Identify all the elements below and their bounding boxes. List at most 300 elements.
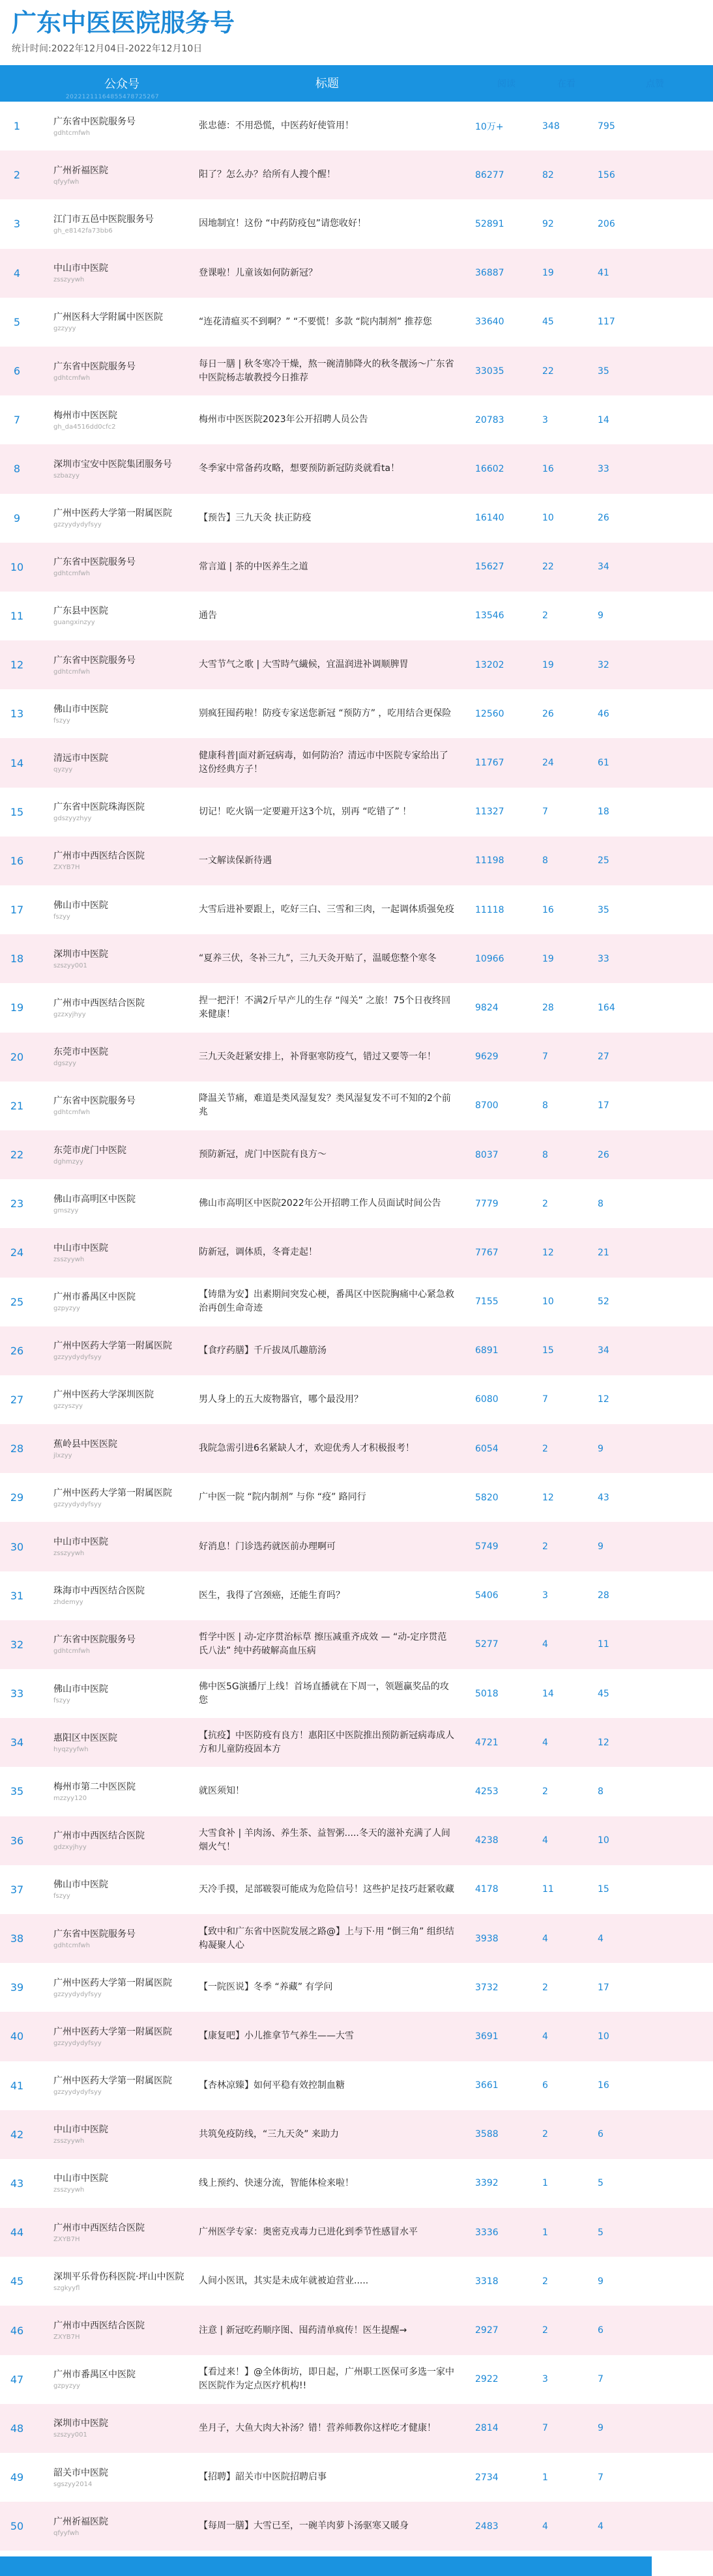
account-cell[interactable] xyxy=(34,2502,191,2551)
rank-cell: 25 xyxy=(10,1295,24,1308)
article-title-link[interactable]: 每日一膳 | 秋冬寒冷干燥，熬一碗清肺降火的秋冬靓汤～广东省中医院杨志敏教授今日推荐 xyxy=(199,358,454,383)
reads-cell: 13202 xyxy=(475,659,504,670)
account-cell[interactable] xyxy=(34,2404,191,2453)
title-cell[interactable] xyxy=(191,1718,466,1767)
reads-cell: 2734 xyxy=(475,2472,499,2483)
rank-cell: 30 xyxy=(10,1540,24,1553)
account-name[interactable]: 广东省中医院珠海医院 xyxy=(53,802,145,813)
rank-cell: 22 xyxy=(10,1149,24,1162)
account-cell[interactable] xyxy=(34,934,191,983)
account-name[interactable]: 广东省中医院服务号 xyxy=(53,557,136,568)
account-id: gdhtcmfwh xyxy=(53,668,91,676)
reads-cell: 5820 xyxy=(475,1492,499,1503)
article-title-link[interactable]: 一文解读保新待遇 xyxy=(199,855,272,866)
account-cell[interactable] xyxy=(34,1571,191,1620)
account-cell[interactable] xyxy=(34,1278,191,1326)
article-title-link[interactable]: 通告 xyxy=(199,610,217,621)
account-name[interactable]: 广州中医药大学第一附属医院 xyxy=(53,1977,172,1988)
article-title-link[interactable]: 【铸鼎为安】出素期间突发心梗，番禺区中医院胸痛中心紧急救治再创生命奇迹 xyxy=(199,1289,454,1314)
account-cell[interactable] xyxy=(34,788,191,837)
rank-cell: 26 xyxy=(10,1344,24,1357)
account-id: gzzyydydyfsyy xyxy=(53,521,102,529)
account-cell[interactable] xyxy=(34,2012,191,2061)
likes-cell: 11 xyxy=(598,1639,609,1650)
account-name[interactable]: 广东省中医院服务号 xyxy=(53,1635,136,1646)
article-title-link[interactable]: 切记！吃火锅一定要避开这3个坑，别再 “吃错了” ！ xyxy=(199,806,412,817)
rank-cell: 4 xyxy=(13,266,21,279)
account-cell[interactable] xyxy=(34,395,191,444)
account-cell[interactable] xyxy=(34,1473,191,1522)
account-id: gzzyydydyfsyy xyxy=(53,1500,102,1508)
account-name[interactable]: 广州中医药大学第一附属医院 xyxy=(53,2026,172,2037)
account-cell[interactable] xyxy=(34,640,191,689)
account-name[interactable]: 佛山市中医院 xyxy=(53,704,108,715)
account-cell[interactable] xyxy=(34,1033,191,1081)
title-cell[interactable] xyxy=(191,1033,466,1081)
account-cell[interactable] xyxy=(34,1130,191,1179)
likes-cell: 4 xyxy=(598,1933,604,1944)
account-name[interactable]: 广州市中西医结合医院 xyxy=(53,2222,145,2233)
rank-cell: 33 xyxy=(10,1687,24,1700)
article-title-link[interactable]: 【招聘】韶关市中医院招聘启事 xyxy=(199,2472,327,2483)
rank-cell: 44 xyxy=(10,2226,24,2239)
account-cell[interactable] xyxy=(34,1816,191,1865)
table-row xyxy=(0,1130,713,1179)
rank-cell: 18 xyxy=(10,952,24,966)
title-cell[interactable] xyxy=(191,837,466,885)
title-column-header: 标题 xyxy=(191,65,466,102)
likes-cell: 12 xyxy=(598,1394,609,1405)
likes-cell: 9 xyxy=(598,2276,604,2287)
title-cell[interactable] xyxy=(191,2453,466,2502)
article-title-link[interactable]: 我院急需引进6名紧缺人才，欢迎优秀人才积极报考！ xyxy=(199,1443,415,1454)
title-cell[interactable] xyxy=(191,983,466,1032)
account-cell[interactable] xyxy=(34,1375,191,1424)
article-title-link[interactable]: 天冷手摸，足部皲裂可能成为危险信号！这些护足技巧赶紧收藏 xyxy=(199,1883,454,1895)
account-name[interactable]: 中山市中医院 xyxy=(53,1537,108,1548)
title-cell[interactable] xyxy=(191,1669,466,1718)
account-name[interactable]: 广州中医药大学第一附属医院 xyxy=(53,1341,172,1352)
rank-cell: 23 xyxy=(10,1197,24,1210)
account-name[interactable]: 广东省中医院服务号 xyxy=(53,655,136,666)
reads-cell: 3691 xyxy=(475,2031,499,2042)
table-row xyxy=(0,2257,713,2306)
account-name[interactable]: 中山市中医院 xyxy=(53,263,108,274)
title-cell[interactable] xyxy=(191,1473,466,1522)
looking-cell: 2 xyxy=(542,1786,548,1797)
likes-cell: 9 xyxy=(598,2423,604,2434)
title-cell[interactable] xyxy=(191,2502,466,2551)
table-row xyxy=(0,1718,713,1767)
account-name[interactable]: 深圳市宝安中医院集团服务号 xyxy=(53,459,172,470)
reads-cell: 33035 xyxy=(475,365,504,377)
title-cell[interactable] xyxy=(191,689,466,738)
article-title-link[interactable]: 佛山市高明区中医院2022年公开招聘工作人员面试时间公告 xyxy=(199,1198,441,1209)
account-name[interactable]: 广州祈福医院 xyxy=(53,2516,108,2527)
account-name[interactable]: 江门市五邑中医院服务号 xyxy=(53,214,154,225)
account-name[interactable]: 中山市中医院 xyxy=(53,2125,108,2136)
looking-cell: 16 xyxy=(542,904,554,915)
article-title-link[interactable]: 佛中医5G演播厅上线！首场直播就在下周一，领题赢奖品的攻您 xyxy=(199,1681,449,1706)
account-id: zsszyywh xyxy=(53,2138,85,2145)
article-title-link[interactable]: 降温关节痛，难道是类风湿复发？类风湿复发不可不知的2个前兆 xyxy=(199,1093,451,1118)
article-title-link[interactable]: 【致中和广东省中医院发展之路@】上与下·用 “倒三角” 组织结构凝聚人心 xyxy=(199,1926,454,1951)
article-title-link[interactable]: 健康科普|面对新冠病毒，如何防治？清远市中医院专家给出了这份经典方子！ xyxy=(199,751,448,775)
table-row xyxy=(0,1865,713,1914)
title-cell[interactable] xyxy=(191,1571,466,1620)
table-row xyxy=(0,444,713,493)
account-name[interactable]: 中山市中医院 xyxy=(53,2173,108,2184)
article-title-link[interactable]: 三九天灸赶紧安排上，补肾驱寒防疫气，错过又要等一年！ xyxy=(199,1051,436,1062)
title-cell[interactable] xyxy=(191,592,466,640)
title-cell[interactable] xyxy=(191,2208,466,2257)
account-name[interactable]: 广东县中医院 xyxy=(53,606,108,617)
likes-cell: 17 xyxy=(598,1982,609,1993)
article-title-link[interactable]: 梅州市中医医院2023年公开招聘人员公告 xyxy=(199,414,368,425)
article-title-link[interactable]: 人间小医讯，其实是未成年就被迫营业..... xyxy=(199,2276,369,2287)
account-cell[interactable] xyxy=(34,1424,191,1473)
account-cell[interactable] xyxy=(34,1522,191,1571)
account-name[interactable]: 深圳市中医院 xyxy=(53,949,108,960)
account-name[interactable]: 东莞市虎门中医院 xyxy=(53,1145,126,1156)
article-title-link[interactable]: 哲学中医 | 动-定序贯治标草 擦压减重齐成效 — “动-定序贯范氏八法” 纯中药破解高血压病 xyxy=(199,1632,447,1657)
reads-cell: 86277 xyxy=(475,169,504,180)
account-name[interactable]: 佛山市高明区中医院 xyxy=(53,1194,136,1205)
title-cell[interactable] xyxy=(191,444,466,493)
article-title-link[interactable]: 冬季家中常备药攻略，想要预防新冠防炎就看ta！ xyxy=(199,463,400,474)
account-cell[interactable] xyxy=(34,689,191,738)
article-title-link[interactable]: 男人身上的五大废物器官，哪个最没用？ xyxy=(199,1394,363,1405)
looking-cell: 348 xyxy=(542,121,560,132)
title-cell[interactable] xyxy=(191,298,466,347)
account-cell[interactable] xyxy=(34,983,191,1032)
table-row xyxy=(0,1571,713,1620)
title-cell[interactable] xyxy=(191,249,466,298)
account-cell[interactable] xyxy=(34,1228,191,1277)
account-id: gzzyydydyfsyy xyxy=(53,2089,102,2097)
title-cell[interactable] xyxy=(191,1914,466,1963)
account-name[interactable]: 东莞市中医院 xyxy=(53,1047,108,1058)
title-cell[interactable] xyxy=(191,1865,466,1914)
looking-cell: 4 xyxy=(542,2521,548,2532)
account-id: gh_da4516dd0cfc2 xyxy=(53,423,116,431)
article-title-link[interactable]: 别疯狂囤药啦！防疫专家送您新冠 “预防方” ，吃用结合更保险 xyxy=(199,708,452,719)
account-cell[interactable] xyxy=(34,543,191,592)
account-name[interactable]: 广州祈福医院 xyxy=(53,165,108,176)
title-cell[interactable] xyxy=(191,1963,466,2012)
account-name[interactable]: 广州中医药大学第一附属医院 xyxy=(53,1487,172,1498)
account-name[interactable]: 广州市番禺区中医院 xyxy=(53,1292,136,1303)
rank-cell: 43 xyxy=(10,2177,24,2190)
likes-cell: 117 xyxy=(598,317,615,328)
account-name[interactable]: 广东省中医院服务号 xyxy=(53,1928,136,1939)
looking-cell: 24 xyxy=(542,758,554,769)
table-row xyxy=(0,1914,713,1963)
title-cell[interactable] xyxy=(191,494,466,543)
account-cell[interactable] xyxy=(34,199,191,248)
title-cell[interactable] xyxy=(191,738,466,787)
account-name[interactable]: 广东省中医院服务号 xyxy=(53,116,136,127)
account-name[interactable]: 珠海市中西医结合医院 xyxy=(53,1586,145,1597)
article-title-link[interactable]: 大雪后进补要跟上，吃好三白、三雪和三肉，一起调体质强免疫 xyxy=(199,904,454,915)
article-title-link[interactable]: 医生，我得了宫颈癌，还能生育吗？ xyxy=(199,1590,345,1601)
account-name[interactable]: 梅州市第二中医医院 xyxy=(53,1781,136,1792)
looking-cell: 7 xyxy=(542,807,548,818)
rank-cell: 27 xyxy=(10,1393,24,1406)
account-cell[interactable] xyxy=(34,1963,191,2012)
account-id: gdzxyjhyy xyxy=(53,1844,87,1852)
rank-cell: 49 xyxy=(10,2471,24,2484)
title-cell[interactable] xyxy=(191,347,466,395)
account-name[interactable]: 广州市番禺区中医院 xyxy=(53,2369,136,2381)
rank-cell: 31 xyxy=(10,1589,24,1602)
likes-cell: 21 xyxy=(598,1247,609,1258)
account-name[interactable]: 广东省中医院服务号 xyxy=(53,361,136,372)
account-id: zsszyywh xyxy=(53,1550,85,1558)
title-cell[interactable] xyxy=(191,2061,466,2110)
title-cell[interactable] xyxy=(191,1375,466,1424)
account-cell[interactable] xyxy=(34,1718,191,1767)
title-cell[interactable] xyxy=(191,2159,466,2208)
account-cell[interactable] xyxy=(34,1767,191,1816)
page-title: 广东中医医院服务号 xyxy=(12,8,235,37)
article-title-link[interactable]: 常言道 | 茶的中医养生之道 xyxy=(199,561,308,572)
account-name[interactable]: 清远市中医院 xyxy=(53,753,108,764)
article-title-link[interactable]: 大雪食补 | 羊肉汤、养生茶、益智粥.....冬天的滋补充满了人间烟火气！ xyxy=(199,1828,450,1853)
looking-cell: 4 xyxy=(542,1835,548,1846)
likes-cell: 46 xyxy=(598,708,609,719)
article-title-link[interactable]: 线上预约、快速分流，智能体检来啦！ xyxy=(199,2177,354,2188)
reads-cell: 4178 xyxy=(475,1884,499,1895)
account-cell[interactable] xyxy=(34,1865,191,1914)
reads-cell: 12560 xyxy=(475,708,504,719)
account-cell[interactable] xyxy=(34,885,191,934)
account-cell[interactable] xyxy=(34,1914,191,1963)
title-cell[interactable] xyxy=(191,1228,466,1277)
article-title-link[interactable]: 预防新冠，虎门中医院有良方～ xyxy=(199,1149,327,1160)
reads-cell: 3336 xyxy=(475,2227,499,2238)
account-cell[interactable] xyxy=(34,347,191,395)
title-cell[interactable] xyxy=(191,2012,466,2061)
table-row xyxy=(0,249,713,298)
account-id: szszyy001 xyxy=(53,2431,87,2439)
rank-cell: 21 xyxy=(10,1099,24,1112)
account-cell[interactable] xyxy=(34,592,191,640)
account-cell[interactable] xyxy=(34,1620,191,1669)
title-cell[interactable] xyxy=(191,2257,466,2306)
article-title-link[interactable]: 捏一把汗！不满2斤早产儿的生存 “闯关” 之旅！75个日夜终回来健康！ xyxy=(199,995,451,1020)
title-cell[interactable] xyxy=(191,543,466,592)
title-cell[interactable] xyxy=(191,2110,466,2159)
account-name[interactable]: 广州医科大学附属中医医院 xyxy=(53,312,163,323)
title-cell[interactable] xyxy=(191,1326,466,1375)
account-cell[interactable] xyxy=(34,1081,191,1130)
looking-cell: 6 xyxy=(542,2080,548,2091)
article-title-link[interactable]: “连花清瘟买不到啊？” “不要慌！多款 “院内制剂” 推荐您 xyxy=(199,316,432,327)
looking-cell: 8 xyxy=(542,1100,548,1111)
table-row xyxy=(0,1179,713,1228)
looking-cell: 1 xyxy=(542,2472,548,2483)
account-name[interactable]: 广东省中医院服务号 xyxy=(53,1096,136,1107)
account-id: dgszyy xyxy=(53,1060,76,1068)
article-title-link[interactable]: 【每周一膳】大雪已至，一碗羊肉萝卜汤驱寒又暖身 xyxy=(199,2521,409,2532)
account-name[interactable]: 广州中医药大学第一附属医院 xyxy=(53,2076,172,2087)
account-cell[interactable] xyxy=(34,1179,191,1228)
title-cell[interactable] xyxy=(191,934,466,983)
likes-cell: 28 xyxy=(598,1590,609,1601)
article-title-link[interactable]: 阳了？怎么办？给所有人搜个醒！ xyxy=(199,169,336,180)
account-cell[interactable] xyxy=(34,837,191,885)
account-name[interactable]: 广州市中西医结合医院 xyxy=(53,997,145,1009)
title-cell[interactable] xyxy=(191,1278,466,1326)
table-row xyxy=(0,934,713,983)
account-name[interactable]: 佛山市中医院 xyxy=(53,1880,108,1891)
account-name[interactable]: 广州市中西医结合医院 xyxy=(53,851,145,862)
table-row xyxy=(0,150,713,199)
article-title-link[interactable]: 广州医学专家：奥密克戎毒力已进化到季节性感冒水平 xyxy=(199,2227,418,2238)
title-cell[interactable] xyxy=(191,1081,466,1130)
title-cell[interactable] xyxy=(191,199,466,248)
title-cell[interactable] xyxy=(191,2306,466,2354)
looking-cell: 4 xyxy=(542,1737,548,1748)
account-id: gzzyyy xyxy=(53,325,76,333)
account-cell[interactable] xyxy=(34,738,191,787)
account-name[interactable]: 广州中医药大学第一附属医院 xyxy=(53,508,172,519)
looking-column-header: 在看 xyxy=(538,65,591,102)
account-id: szbazyy xyxy=(53,472,80,479)
article-title-link[interactable]: 张忠德：不用恐慌，中医药好使管用！ xyxy=(199,121,354,132)
account-name[interactable]: 惠阳区中医医院 xyxy=(53,1732,117,1743)
title-cell[interactable] xyxy=(191,102,466,150)
account-cell[interactable] xyxy=(34,249,191,298)
article-title-link[interactable]: 【康复吧】小儿推拿节气养生——大雪 xyxy=(199,2031,354,2042)
rank-cell: 36 xyxy=(10,1834,24,1847)
account-name[interactable]: 深圳平乐骨伤科医院·坪山中医院 xyxy=(53,2271,184,2282)
title-cell[interactable] xyxy=(191,1522,466,1571)
account-cell[interactable] xyxy=(34,494,191,543)
title-cell[interactable] xyxy=(191,885,466,934)
account-cell[interactable] xyxy=(34,2208,191,2257)
article-title-link[interactable]: 大雪节气之歌 | 大雪時气繊候，宜温润进补调顺脾胃 xyxy=(199,659,409,670)
account-name[interactable]: 广州市中西医结合医院 xyxy=(53,2321,145,2332)
account-name[interactable]: 佛山市中医院 xyxy=(53,900,108,911)
article-title-link[interactable]: “夏养三伏，冬补三九”，三九天灸开贴了，温暖您整个寒冬 xyxy=(199,953,437,964)
likes-cell: 206 xyxy=(598,218,615,229)
article-title-link[interactable]: 【食疗药膳】千斤拔凤爪趣筋汤 xyxy=(199,1345,327,1356)
table-row xyxy=(0,298,713,347)
article-title-link[interactable]: 登课啦！儿童该如何防新冠？ xyxy=(199,267,317,278)
account-cell[interactable] xyxy=(34,1669,191,1718)
title-cell[interactable] xyxy=(191,1130,466,1179)
rank-cell: 2 xyxy=(13,169,21,182)
article-title-link[interactable]: 【杏林凉臻】如何平稳有效控制血糖 xyxy=(199,2080,345,2091)
article-title-link[interactable]: 就医须知！ xyxy=(199,1786,244,1797)
account-name[interactable]: 佛山市中医院 xyxy=(53,1683,108,1695)
title-cell[interactable] xyxy=(191,1767,466,1816)
account-id: dghmzyy xyxy=(53,1158,83,1166)
account-cell[interactable] xyxy=(34,150,191,199)
looking-cell: 3 xyxy=(542,414,548,425)
article-title-link[interactable]: 好消息！门诊选药就医前办理啊可 xyxy=(199,1541,336,1552)
account-name[interactable]: 广州市中西医结合医院 xyxy=(53,1831,145,1842)
account-cell[interactable] xyxy=(34,2110,191,2159)
account-cell[interactable] xyxy=(34,298,191,347)
article-title-link[interactable]: 广中医一院 “院内制剂” 与你 “疫” 路同行 xyxy=(199,1492,366,1503)
rank-cell: 15 xyxy=(10,805,24,818)
likes-cell: 9 xyxy=(598,1541,604,1553)
likes-cell: 26 xyxy=(598,513,609,524)
looking-cell: 7 xyxy=(542,1394,548,1405)
rank-cell: 1 xyxy=(13,120,21,133)
account-cell[interactable] xyxy=(34,2355,191,2404)
account-cell[interactable] xyxy=(34,444,191,493)
account-name[interactable]: 深圳市中医院 xyxy=(53,2418,108,2429)
article-title-link[interactable]: 防新冠，调体质，冬膏走起！ xyxy=(199,1247,317,1258)
table-row xyxy=(0,2453,713,2502)
article-title-link[interactable]: 坐月子，大鱼大肉大补汤？错！营养师教你这样吃才健康！ xyxy=(199,2422,436,2433)
likes-cell: 164 xyxy=(598,1002,615,1013)
reads-column-header: 阅读 xyxy=(466,65,538,102)
title-cell[interactable] xyxy=(191,395,466,444)
likes-cell: 9 xyxy=(598,1443,604,1454)
likes-cell: 14 xyxy=(598,414,609,425)
article-title-link[interactable]: 【抗疫】中医防疫有良方！惠阳区中医院推出预防新冠病毒成人方和儿童防疫固本方 xyxy=(199,1730,454,1754)
account-id: gzzyydydyfsyy xyxy=(53,2039,102,2047)
title-cell[interactable] xyxy=(191,1424,466,1473)
article-title-link[interactable]: 共筑免疫防线，“三九天灸” 来助力 xyxy=(199,2128,339,2140)
account-cell[interactable] xyxy=(34,2257,191,2306)
account-id: gzzyydydyfsyy xyxy=(53,1990,102,1998)
table-row xyxy=(0,2208,713,2257)
title-cell[interactable] xyxy=(191,1620,466,1669)
likes-cell: 15 xyxy=(598,1884,609,1895)
account-name[interactable]: 蕉岭县中医医院 xyxy=(53,1438,117,1450)
reads-cell: 20783 xyxy=(475,414,504,425)
account-cell[interactable] xyxy=(34,2453,191,2502)
article-title-link[interactable]: 【看过来！】@全体街坊，即日起，广州职工医保可多选一家中医医院作为定点医疗机构!! xyxy=(199,2367,454,2392)
account-cell[interactable] xyxy=(34,102,191,150)
title-cell[interactable] xyxy=(191,2404,466,2453)
account-cell[interactable] xyxy=(34,2159,191,2208)
account-id: gzpyzyy xyxy=(53,2383,80,2390)
account-cell[interactable] xyxy=(34,2306,191,2354)
likes-cell: 25 xyxy=(598,855,609,866)
likes-cell: 41 xyxy=(598,268,609,279)
title-cell[interactable] xyxy=(191,1816,466,1865)
article-title-link[interactable]: 因地制宜！这份 “中药防疫包”请您收好！ xyxy=(199,218,366,229)
table-row xyxy=(0,2306,713,2354)
title-cell[interactable] xyxy=(191,788,466,837)
account-name[interactable]: 梅州市中医医院 xyxy=(53,410,117,421)
account-cell[interactable] xyxy=(34,2061,191,2110)
ranking-table-body xyxy=(0,102,713,2551)
title-cell[interactable] xyxy=(191,150,466,199)
title-cell[interactable] xyxy=(191,640,466,689)
table-row xyxy=(0,1081,713,1130)
article-title-link[interactable]: 【一院医说】冬季 “养藏” 有学问 xyxy=(199,1982,333,1993)
title-cell[interactable] xyxy=(191,1179,466,1228)
account-cell[interactable] xyxy=(34,1326,191,1375)
account-name[interactable]: 韶关市中医院 xyxy=(53,2467,108,2478)
account-name[interactable]: 中山市中医院 xyxy=(53,1242,108,1253)
reads-cell: 5277 xyxy=(475,1639,499,1650)
account-name[interactable]: 广州中医药大学深圳医院 xyxy=(53,1390,154,1401)
title-cell[interactable] xyxy=(191,2355,466,2404)
article-title-link[interactable]: 注意 | 新冠吃药顺序图、囤药清单疯传！医生提醒→ xyxy=(199,2325,407,2336)
article-title-link[interactable]: 【预告】三九天灸 扶正防疫 xyxy=(199,512,312,523)
account-id: gh_e8142fa73bb6 xyxy=(53,227,113,235)
table-row xyxy=(0,543,713,592)
